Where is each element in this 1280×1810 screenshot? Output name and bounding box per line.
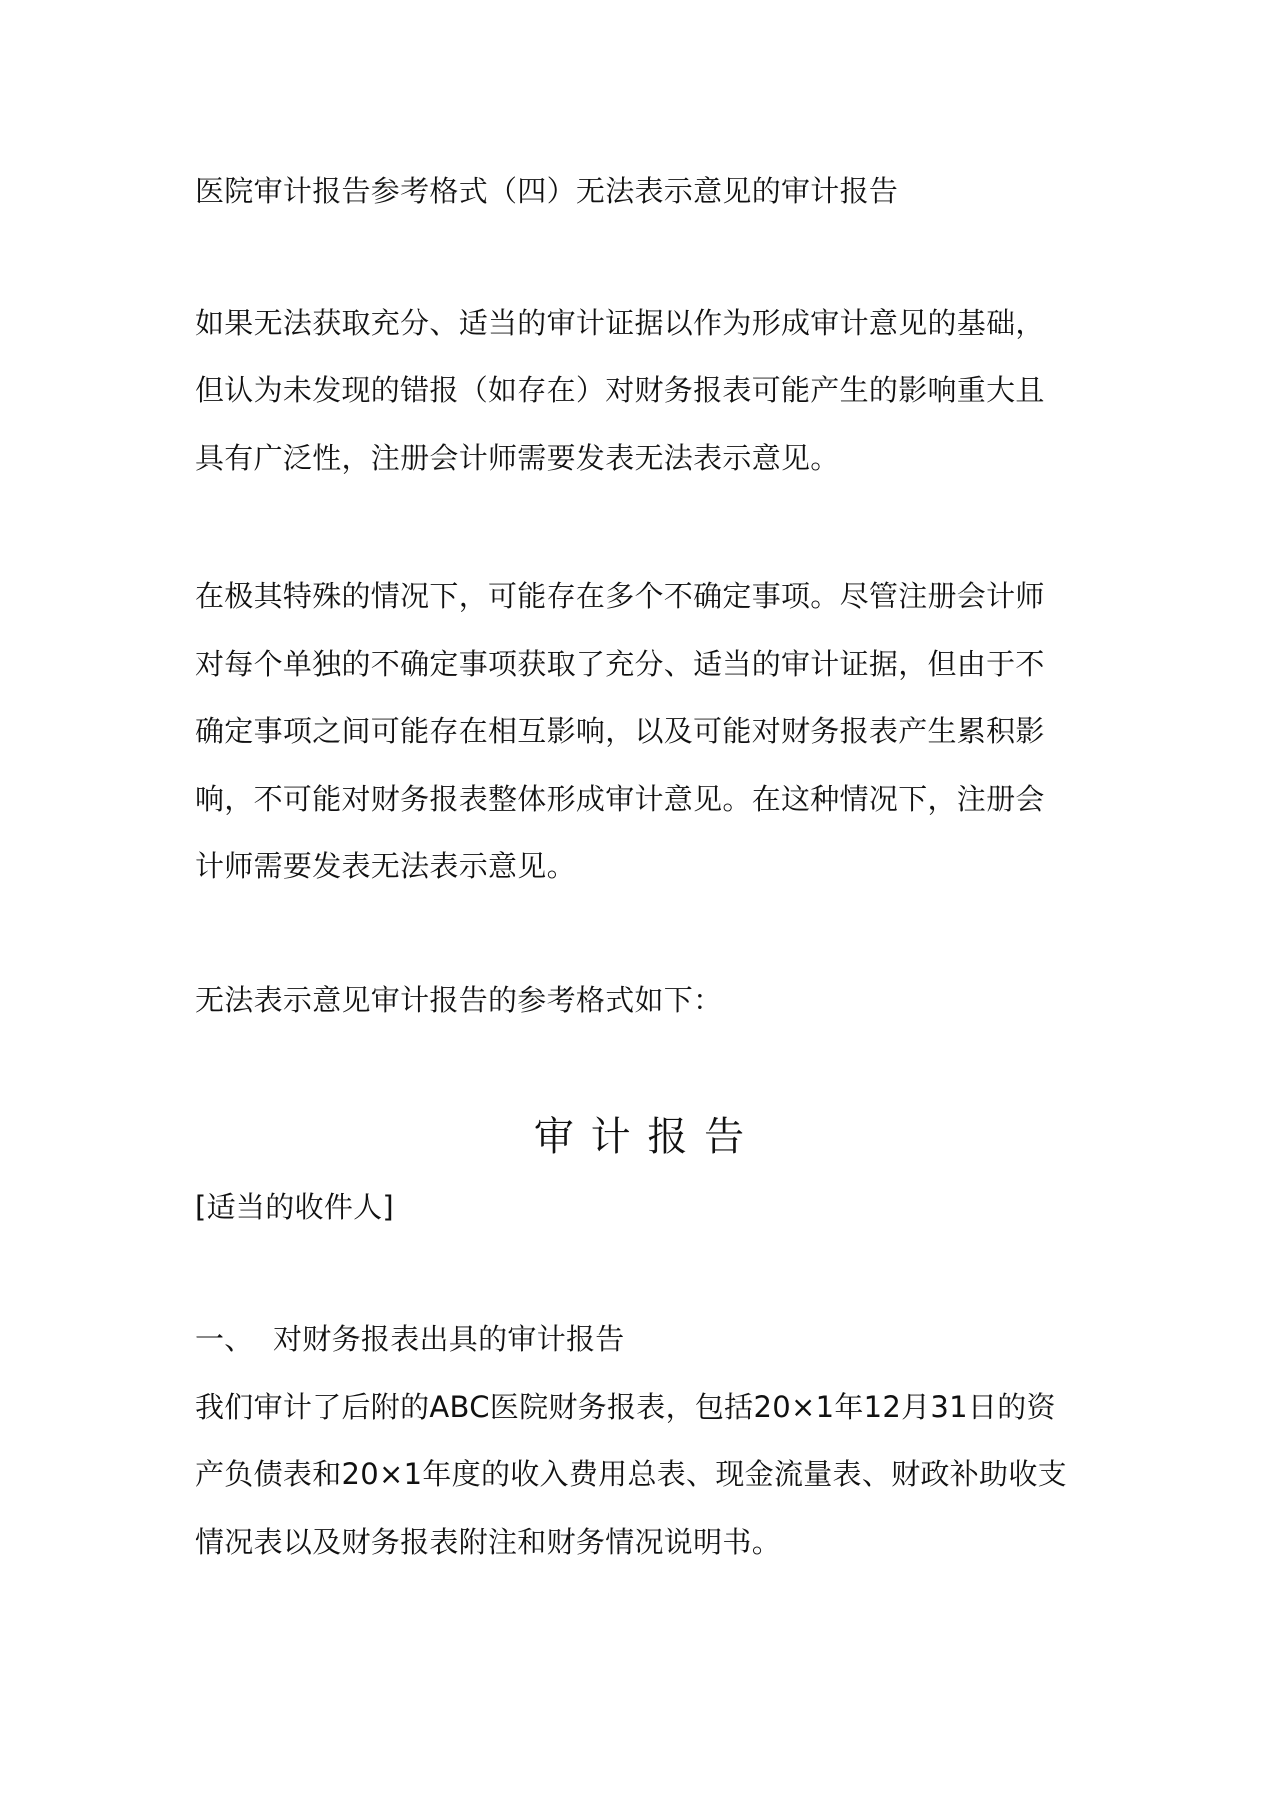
section-1-number: 一、 xyxy=(195,1322,254,1356)
paragraph-2-line-5: 计师需要发表无法表示意见。 xyxy=(195,849,576,883)
paragraph-2-line-1: 在极其特殊的情况下，可能存在多个不确定事项。尽管注册会计师 xyxy=(195,579,1045,613)
section-1-heading xyxy=(195,1321,625,1357)
paragraph-2-line-2: 对每个单独的不确定事项获取了充分、适当的审计证据，但由于不 xyxy=(195,647,1045,681)
paragraph-1-line-1: 如果无法获取充分、适当的审计证据以作为形成审计意见的基础， xyxy=(195,306,1045,340)
paragraph-4-line-3: 情况表以及财务报表附注和财务情况说明书。 xyxy=(195,1525,782,1559)
paragraph-4-line-2: 产负债表和20×1年度的收入费用总表、现金流量表、财政补助收支 xyxy=(195,1457,1067,1491)
paragraph-1-line-3: 具有广泛性，注册会计师需要发表无法表示意见。 xyxy=(195,441,840,475)
recipient: [适当的收件人] xyxy=(195,1190,395,1224)
paragraph-2-line-3: 确定事项之间可能存在相互影响，以及可能对财务报表产生累积影 xyxy=(195,714,1045,748)
section-1-title: 对财务报表出具的审计报告 xyxy=(273,1322,625,1356)
paragraph-1-line-2: 但认为未发现的错报（如存在）对财务报表可能产生的影响重大且 xyxy=(195,373,1045,407)
paragraph-3: 无法表示意见审计报告的参考格式如下： xyxy=(195,983,723,1017)
report-title: 审 计 报 告 xyxy=(533,1114,747,1160)
paragraph-4-line-1: 我们审计了后附的ABC医院财务报表，包括20×1年12月31日的资 xyxy=(195,1390,1056,1424)
document-heading: 医院审计报告参考格式（四）无法表示意见的审计报告 xyxy=(195,174,899,208)
paragraph-2-line-4: 响，不可能对财务报表整体形成审计意见。在这种情况下，注册会 xyxy=(195,782,1045,816)
